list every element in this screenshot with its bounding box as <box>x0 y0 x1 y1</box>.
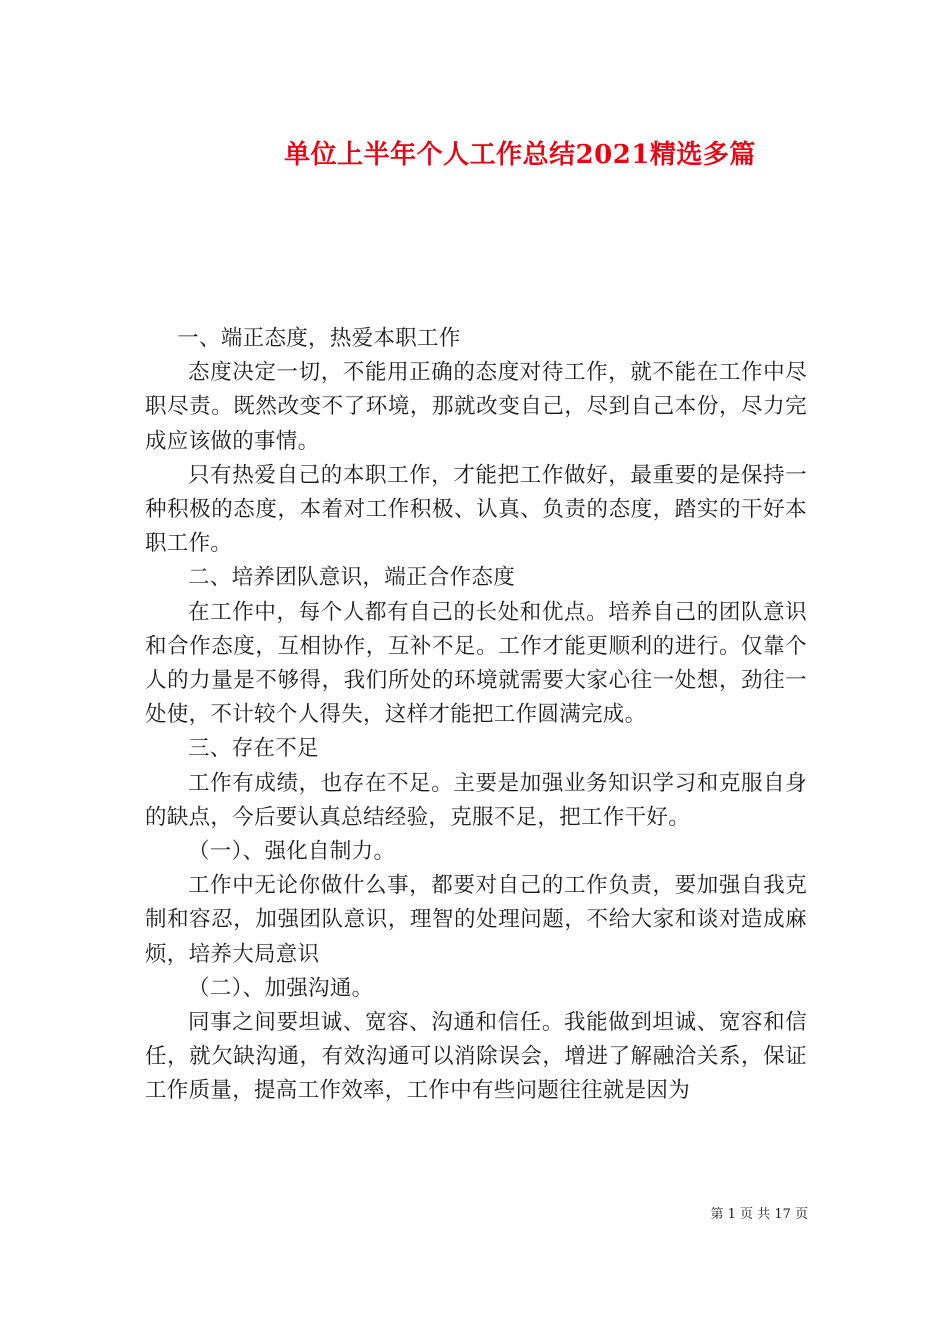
section-heading: 三、存在不足 <box>188 736 319 762</box>
subsection-heading: （一）、强化自制力。 <box>188 839 396 865</box>
paragraph: 工作有成绩，也存在不足。主要是加强业务知识学习和克服自身的缺点，今后要认真总结经验，克服不足，把工作干好。 <box>145 770 807 830</box>
paragraph: 工作中无论你做什么事，都要对自己的工作负责，要加强自我克制和容忍，加强团队意识，理智的处理问题，不给大家和谈对造成麻烦，培养大局意识 <box>145 873 807 967</box>
section-heading: 一、端正态度，热爱本职工作 <box>177 326 461 351</box>
document-title: 单位上半年个人工作总结2021精选多篇 <box>284 140 756 170</box>
subsection-heading: （二）、加强沟通。 <box>188 975 374 1001</box>
paragraph: 只有热爱自己的本职工作，才能把工作做好，最重要的是保持一种积极的态度，本着对工作积极、认真、负责的态度，踏实的干好本职工作。 <box>145 462 807 557</box>
paragraph: 态度决定一切，不能用正确的态度对待工作，就不能在工作中尽职尽责。既然改变不了环境，那就改变自己，尽到自己本份，尽力完成应该做的事情。 <box>145 360 807 454</box>
page-footer: 第 1 页 共 17 页 <box>710 1207 808 1222</box>
paragraph: 同事之间要坦诚、宽容、沟通和信任。我能做到坦诚、宽容和信任，就欠缺沟通，有效沟通可以消除误会，增进了解融洽关系，保证工作质量，提高工作效率，工作中有些问题往往就是因为 <box>145 1010 807 1104</box>
paragraph: 在工作中，每个人都有自己的长处和优点。培养自己的团队意识和合作态度，互相协作，互补不足。工作才能更顺利的进行。仅靠个人的力量是不够得，我们所处的环境就需要大家心往一处想，劲往一处使，不计较个人得失，这样才能把工作圆满完成。 <box>145 599 807 728</box>
section-heading: 二、培养团队意识，端正合作态度 <box>188 565 516 591</box>
document-body <box>145 322 807 1109</box>
